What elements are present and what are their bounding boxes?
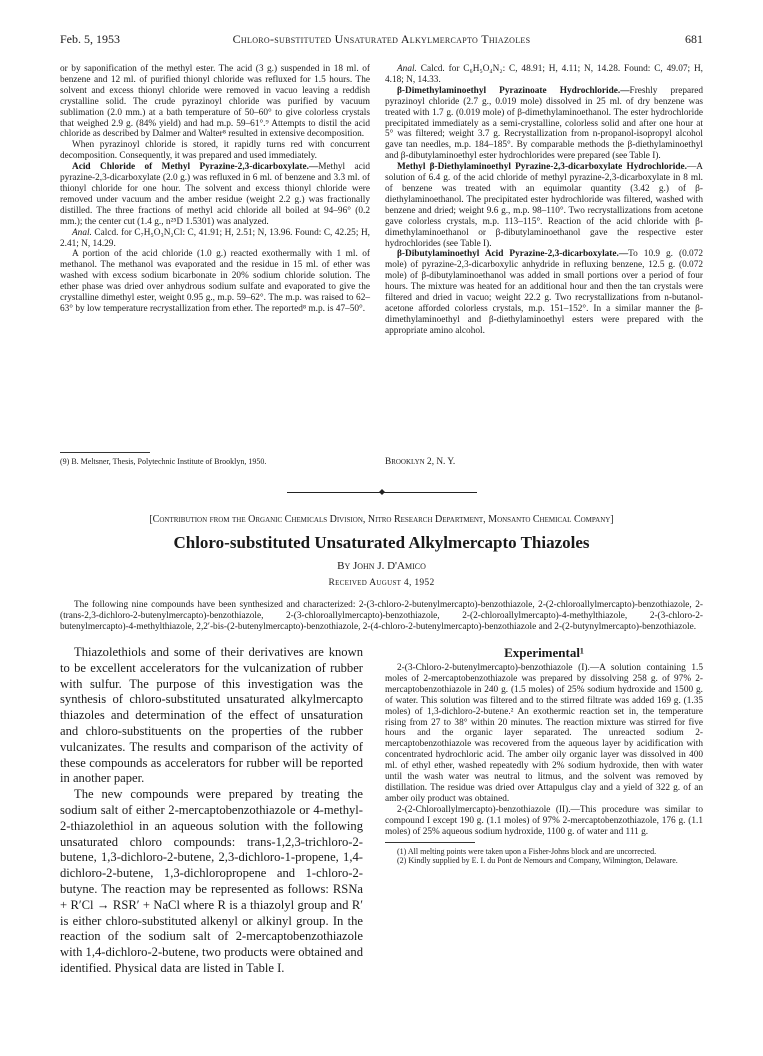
paragraph: A portion of the acid chloride (1.0 g.) reacted exothermally with 1 ml. of methanol. The methanol was evaporated and the residue in 15 ml. of ether was washed with excess sodium bicarbonate in 20% sodium chloride solution. The ether phase was dried over anhydrous sodium sulfate and evaporated to give the crystalline dimethyl ester, weight 0.95 g., m.p. 59–62°. The m.p. was raised to 62–63° by low temperature recrystallization from ether. The reported⁸ m.p. is 47–50°. bbox=[60, 249, 370, 314]
separator-ornament bbox=[379, 489, 385, 495]
paragraph-text: —A solution of 6.4 g. of the acid chloride of methyl pyrazine-2,3-dicarboxylate in 8 ml. of benzene was treated with an equimolar quantity (3.42 g.) of β-diethylaminoethanol. The precipitated ester hydrochloride was filtered, washed with benzene and dried; weight 9.6 g., m.p. 98–110°. Two recrystallizations from acetone gave colorless crystals, m.p. 113–115°. Reaction of the acid chloride with β-dimethylaminoethanol or β-dibutylaminoethanol gave the respective ester hydrochlorides (see Table I). bbox=[385, 162, 703, 249]
article-left-column bbox=[60, 645, 363, 977]
section-heading: Methyl β-Diethylaminoethyl Pyrazine-2,3-dicarboxylate Hydrochloride. bbox=[397, 162, 687, 173]
author-line: By John J. D'Amico bbox=[337, 560, 426, 572]
paragraph bbox=[60, 228, 370, 250]
prior-article-right-column bbox=[385, 64, 703, 337]
location-line: Brooklyn 2, N. Y. bbox=[385, 457, 456, 467]
page-header bbox=[60, 32, 703, 48]
footnote-rule bbox=[385, 842, 475, 843]
running-title: Chloro-substituted Unsaturated Alkylmercapto Thiazoles bbox=[232, 32, 531, 46]
paragraph bbox=[385, 86, 703, 162]
article-right-column bbox=[385, 645, 703, 866]
compound-heading: 2-(2-Chloroallylmercapto)-benzothiazole (II). bbox=[397, 804, 571, 815]
paragraph-text: Freshly prepared pyrazinoyl chloride (2.7 g., 0.019 mole) dissolved in 25 ml. of dry benzene was treated with 1.7 g. (0.019 mole) of β-dimethylaminoethanol. The ester hydrochloride precipitated immediately as a semi-crystalline, colorless solid and after one hour at 5° was filtered; weight 3.7 g. Recrystallization from n-propanol-isopropyl alcohol gave tan needles, m.p. 184–185°. By comparable methods the β-diethylaminoethyl and β-dibutylaminoethyl ester hydrochlorides were prepared (see Table I). bbox=[385, 85, 704, 162]
paragraph: Thiazolethiols and some of their derivatives are known to be excellent accelerators for the vulcanization of rubber with sulfur. The purpose of this investigation was the synthesis of chloro-substituted unsaturated alkylmercapto thiazoles and determination of the effect of unsaturation and chloro-substituents on the properties of the rubber vulcanizates. The results and comparison of the activity of these compounds as accelerators for rubber will be reported in another paper. bbox=[60, 645, 363, 786]
anal-label: Anal. bbox=[397, 64, 417, 74]
paragraph bbox=[385, 249, 703, 336]
prior-article-left-column bbox=[60, 64, 370, 315]
contribution-line: [Contribution from the Organic Chemicals Division, Nitro Research Department, Monsanto Chemical Company] bbox=[149, 514, 614, 525]
footnote-9: (9) B. Meltsner, Thesis, Polytechnic Institute of Brooklyn, 1950. bbox=[60, 457, 267, 466]
paragraph-text: —This procedure was similar to compound I except 190 g. (1.1 moles) of 97% 2-mercaptobenzothiazole, 176 g. (1.1 moles) of 25% aqueous sodium hydroxide, 1100 g. of water and 111 g. bbox=[385, 804, 703, 837]
section-heading: β-Dibutylaminoethyl Acid Pyrazine-2,3-dicarboxylate.— bbox=[397, 249, 629, 260]
compound-heading: 2-(3-Chloro-2-butenylmercapto)-benzothiazole (I). bbox=[397, 663, 590, 673]
anal-label: Anal. bbox=[72, 227, 92, 238]
header-date: Feb. 5, 1953 bbox=[60, 32, 120, 46]
experimental-heading: Experimental¹ bbox=[504, 645, 584, 660]
paragraph-text: —A solution containing 1.5 moles of 2-mercaptobenzothiazole was prepared by dissolving 258 g. of 97% 2-mercaptobenzothiazole in 240 g. (1.5 moles) of 25% sodium hydroxide and 1500 g. of water. This solution was filtered and to the stirred filtrate was added 169 g. (1.35 moles) of 1,3-dichloro-2-butene.² An exothermic reaction set in, the temperature rising from 27 to 38° within 20 minutes. The reaction mixture was stirred for five hours and the organic layer separated. The unreacted sodium 2-mercaptobenzothiazole was recovered from the aqueous layer by acidification with concentrated hydrochloric acid. The amber oily organic layer was dissolved in 400 ml. of ethyl ether, washed repeatedly with 2% sodium hydroxide, then with water until the wash water was neutral to litmus, and the solvent was removed by distillation. The residue was dried over Attapulgus clay and a yield of 322 g. of an amber oily product was obtained. bbox=[385, 663, 703, 804]
paragraph bbox=[385, 805, 703, 838]
paragraph bbox=[385, 663, 703, 805]
paragraph: When pyrazinoyl chloride is stored, it rapidly turns red with concurrent decomposition. Consequently, it was prepared and used immediately. bbox=[60, 140, 370, 162]
footnote-1: (1) All melting points were taken upon a Fisher-Johns block and are uncorrected. bbox=[397, 846, 657, 856]
paragraph-text: Calcd. for C₆H₅O₄N₂: C, 48.91; H, 4.11; N, 14.28. Found: C, 49.07; H, 4.18; N, 14.33. bbox=[385, 64, 703, 85]
abstract bbox=[60, 600, 703, 633]
section-heading: β-Dimethylaminoethyl Pyrazinoate Hydrochloride.— bbox=[397, 85, 630, 96]
paragraph-text: To 10.9 g. (0.072 mole) of pyrazine-2,3-dicarboxylic anhydride in refluxing benzene, 12.5 g. (0.072 mole) of β-dibutylaminoethanol was added in small portions over a period of four hours. The mixture was heated for an additional hour and then the tan crystals were filtered and dried in vacuo; weight 22.2 g. Two recrystallizations from n-butanol-acetone afforded colorless crystals, m.p. 151–152°. In a similar manner the β-dimethylaminoethyl and β-diethylaminoethyl esters were prepared with the appropriate amino alcohol. bbox=[385, 249, 703, 336]
footnote-rule bbox=[60, 452, 150, 453]
paragraph: The new compounds were prepared by treating the sodium salt of either 2-mercaptobenzothiazole or 4-methyl-2-thiazolethiol in an aqueous solution with the following unsaturated chloro compounds: trans-1,2,3-trichloro-2-butene, 1,3-dichloro-2-butene, 2,3-dichloro-1-propene, 1,4-dichloro-2-butene, 1,3-dichloropropene and 1-chloro-2-butyne. The reaction may be represented as follows: RSNa + R′Cl → RSR′ + NaCl where R is a thiazolyl group and R′ is either chloro-substituted alkenyl or alkinyl group. In the reaction of the sodium salt of 2-mercaptobenzothiazole with 1,4-dichloro-2-butene, two products were obtained and identified. Physical data are listed in Table I. bbox=[60, 787, 363, 975]
footnote-2: (2) Kindly supplied by E. I. du Pont de Nemours and Company, Wilmington, Delaware. bbox=[397, 856, 678, 866]
paragraph-text: Methyl acid pyrazine-2,3-dicarboxylate (2.0 g.) was refluxed in 6 ml. of benzene and 3.3 ml. of thionyl chloride for one hour. The solvent and excess thionyl chloride were removed under vacuum and the amber residue (weight 2.2 g.) was fractionally distilled. The three fractions of methyl acid chloride all boiled at 94–96° (0.2 mm.); the center cut (1.4 g., n²⁵D 1.5301) was analyzed. bbox=[60, 162, 370, 227]
paragraph bbox=[60, 162, 370, 227]
paragraph-text: Calcd. for C₇H₅O₃N₂Cl: C, 41.91; H, 2.51; N, 13.96. Found: C, 42.25; H, 2.41; N, 14.29. bbox=[60, 227, 370, 249]
page-number: 681 bbox=[685, 32, 703, 46]
received-date: Received August 4, 1952 bbox=[328, 578, 435, 588]
article-title: Chloro-substituted Unsaturated Alkylmercapto Thiazoles bbox=[173, 533, 590, 552]
abstract-text: The following nine compounds have been synthesized and characterized: 2-(3-chloro-2-butenylmercapto)-benzothiazole, 2-(2-chloroallylmercapto)-benzothiazole, 2-(trans-2,3-dichloro-2-butenylmercapto)-benzothiazole, 2-(3-chloroallylmercapto)-benzothiazole, 2-(2-chloroallylmercapto)-4-methylthiazole, 2-(3-chloro-2-butenylmercapto)-4-methylthiazole, 2,2′-bis-(2-butenylmercapto)-benzothiazole, 2-(4-chloro-2-butenylmercapto)-benzothiazole and 2-(2-butynylmercapto)-benzothiazole. bbox=[60, 600, 703, 632]
paragraph: or by saponification of the methyl ester. The acid (3 g.) suspended in 18 ml. of benzene and 12 ml. of purified thionyl chloride was refluxed for 1.5 hours. The solvent and excess thionyl chloride were removed in vacuo leaving a reddish crystalline solid. The crude pyrazinoyl chloride was purified by vacuum sublimation (2.0 mm.) at a bath temperature of 50–60° to give colorless crystals that weighed 2.9 g. (84% yield) and had m.p. 59–61°.⁹ Attempts to distil the acid chloride as described by Dalmer and Walter⁸ resulted in extensive decomposition. bbox=[60, 64, 370, 140]
section-heading: Acid Chloride of Methyl Pyrazine-2,3-dicarboxylate.— bbox=[72, 162, 319, 173]
paragraph bbox=[385, 64, 703, 86]
paragraph bbox=[385, 162, 703, 249]
